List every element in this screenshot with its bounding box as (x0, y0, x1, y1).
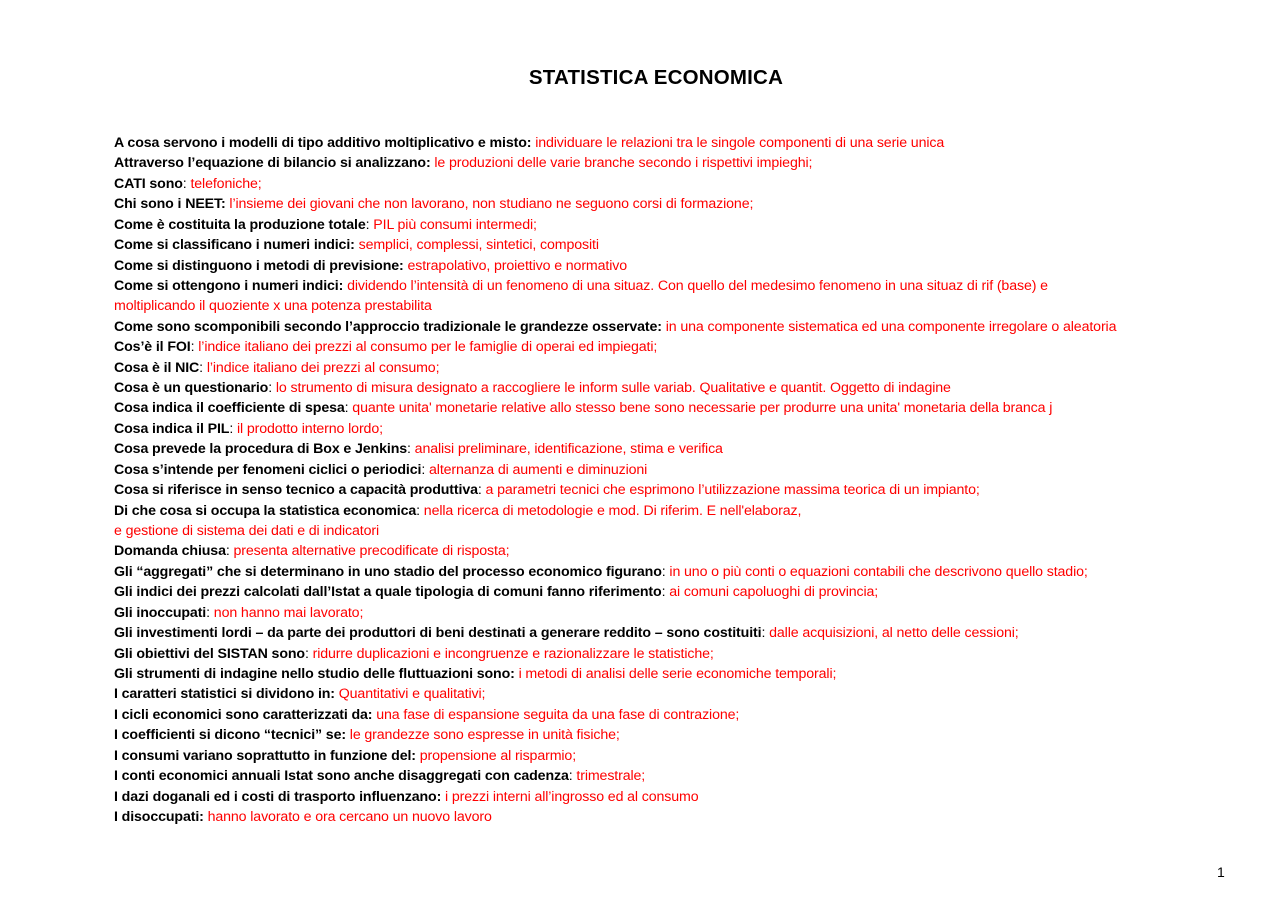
qa-entry (114, 603, 1214, 623)
answer-text: hanno lavorato e ora cercano un nuovo lavoro (207, 808, 492, 825)
answer-text: quante unita' monetarie relative allo stesso bene sono necessarie per produrre una unita' monetaria della branca j (352, 400, 1053, 417)
question-text: I conti economici annuali Istat sono anche disaggregati con cadenza (114, 768, 569, 785)
answer-text: in uno o più conti o equazioni contabili che descrivono quello stadio; (669, 563, 1088, 580)
answer-text: dividendo l’intensità di un fenomeno di una situaz. Con quello del medesimo fenomeno in una situaz di rif (base) e (347, 277, 1048, 294)
question-text: Gli strumenti di indagine nello studio delle fluttuazioni sono: (114, 665, 515, 682)
question-text: Come si classificano i numeri indici: (114, 237, 355, 254)
answer-text: moltiplicando il quoziente x una potenza prestabilita (114, 298, 432, 315)
question-text: Di che cosa si occupa la statistica economica (114, 502, 417, 519)
answer-text: propensione al risparmio; (419, 747, 577, 764)
qa-entry (114, 296, 1214, 316)
answer-text: PIL più consumi intermedi; (373, 216, 537, 233)
qa-entry (114, 480, 1214, 500)
qa-entry (114, 807, 1214, 827)
qa-entry (114, 256, 1214, 276)
answer-text: i prezzi interni all’ingrosso ed al consumo (445, 788, 699, 805)
qa-entry (114, 398, 1214, 418)
qa-entry (114, 439, 1214, 459)
qa-entry (114, 337, 1214, 357)
answer-text: una fase di espansione seguita da una fase di contrazione; (376, 706, 740, 723)
question-text: Cosa indica il coefficiente di spesa (114, 400, 345, 417)
separator: : (416, 502, 424, 519)
question-text: A cosa servono i modelli di tipo additivo moltiplicativo e misto: (114, 135, 532, 151)
answer-text: individuare le relazioni tra le singole componenti di una serie unica (535, 135, 945, 151)
answer-text: telefoniche; (190, 175, 262, 192)
question-text: Attraverso l’equazione di bilancio si analizzano: (114, 155, 431, 172)
qa-entry (114, 317, 1214, 337)
question-text: CATI sono (114, 175, 183, 192)
answer-text: ai comuni capoluoghi di provincia; (669, 584, 879, 601)
question-text: Gli obiettivi del SISTAN sono (114, 645, 305, 662)
qa-entry (114, 787, 1214, 807)
page-number: 1 (1217, 864, 1225, 880)
qa-entry (114, 562, 1214, 582)
answer-text: ridurre duplicazioni e incongruenze e razionalizzare le statistiche; (312, 645, 714, 662)
qa-list (114, 133, 1214, 827)
answer-text: i metodi di analisi delle serie economiche temporali; (518, 665, 837, 682)
separator: : (421, 461, 430, 478)
question-text: Come si distinguono i metodi di previsione: (114, 257, 404, 274)
answer-text: a parametri tecnici che esprimono l’utilizzazione massima teorica di un impianto; (485, 482, 980, 499)
separator: : (182, 175, 191, 192)
qa-entry (114, 644, 1214, 664)
qa-entry (114, 664, 1214, 684)
answer-text: presenta alternative precodificate di risposta; (233, 543, 510, 560)
qa-entry (114, 746, 1214, 766)
question-text: I cicli economici sono caratterizzati da: (114, 706, 373, 723)
qa-entry (114, 725, 1214, 745)
qa-entry (114, 521, 1214, 541)
separator: : (268, 380, 276, 397)
separator: : (568, 768, 577, 785)
answer-text: non hanno mai lavorato; (213, 604, 364, 621)
answer-text: l’indice italiano dei prezzi al consumo; (206, 359, 440, 376)
question-text: Chi sono i NEET: (114, 196, 226, 213)
qa-entry (114, 358, 1214, 378)
question-text: I coefficienti si dicono “tecnici” se: (114, 727, 346, 744)
qa-entry (114, 174, 1214, 194)
qa-entry (114, 419, 1214, 439)
question-text: Cosa si riferisce in senso tecnico a capacità produttiva (114, 482, 478, 499)
question-text: I consumi variano soprattutto in funzione del: (114, 747, 416, 764)
qa-entry (114, 766, 1214, 786)
separator: : (344, 400, 353, 417)
question-text: Gli inoccupati (114, 604, 207, 621)
separator: : (225, 543, 234, 560)
qa-entry (114, 541, 1214, 561)
answer-text: le produzioni delle varie branche secondo i rispettivi impieghi; (434, 155, 813, 172)
question-text: Domanda chiusa (114, 543, 226, 560)
qa-entry (114, 378, 1214, 398)
separator: : (190, 339, 199, 356)
question-text: Cosa prevede la procedura di Box e Jenkins (114, 441, 408, 458)
question-text: I disoccupati: (114, 808, 204, 825)
question-text: Cosa è un questionario (114, 380, 269, 397)
qa-entry (114, 153, 1214, 173)
separator: : (304, 645, 313, 662)
qa-entry (114, 582, 1214, 602)
separator: : (407, 441, 415, 458)
answer-text: l’indice italiano dei prezzi al consumo per le famiglie di operai ed impiegati; (198, 339, 658, 356)
question-text: Come si ottengono i numeri indici: (114, 277, 344, 294)
separator: : (206, 604, 214, 621)
answer-text: estrapolativo, proiettivo e normativo (407, 257, 628, 274)
answer-text: alternanza di aumenti e diminuzioni (429, 461, 648, 478)
answer-text: in una componente sistematica ed una componente irregolare o aleatoria (665, 318, 1117, 335)
answer-text: semplici, complessi, sintetici, compositi (358, 237, 599, 254)
answer-text: le grandezze sono espresse in unità fisiche; (349, 727, 620, 744)
qa-entry (114, 133, 1214, 153)
question-text: I caratteri statistici si dividono in: (114, 686, 335, 703)
separator: : (661, 563, 670, 580)
question-text: Come è costituita la produzione totale (114, 216, 366, 233)
page-title: STATISTICA ECONOMICA (528, 66, 784, 89)
question-text: Cosa s’intende per fenomeni ciclici o periodici (114, 461, 422, 478)
qa-entry (114, 623, 1214, 643)
answer-text: l’insieme dei giovani che non lavorano, non studiano ne seguono corsi di formazione; (229, 196, 754, 213)
question-text: Cos’è il FOI (114, 339, 191, 356)
qa-entry (114, 684, 1214, 704)
answer-text: lo strumento di misura designato a raccogliere le inform sulle variab. Qualitative e quantit. Oggetto di indagine (275, 380, 951, 397)
question-text: Gli “aggregati” che si determinano in uno stadio del processo economico figurano (114, 563, 662, 580)
answer-text: Quantitativi e qualitativi; (338, 686, 486, 703)
separator: : (229, 420, 237, 437)
qa-entry (114, 501, 1214, 521)
qa-entry (114, 194, 1214, 214)
question-text: Gli investimenti lordi – da parte dei produttori di beni destinati a generare reddito – sono costituiti (114, 625, 762, 642)
question-text: Gli indici dei prezzi calcolati dall’Istat a quale tipologia di comuni fanno riferimento (114, 584, 662, 601)
separator: : (761, 625, 770, 642)
qa-entry (114, 215, 1214, 235)
answer-text: e gestione di sistema dei dati e di indicatori (114, 523, 379, 540)
qa-entry (114, 276, 1214, 296)
question-text: I dazi doganali ed i costi di trasporto influenzano: (114, 788, 442, 805)
answer-text: dalle acquisizioni, al netto delle cessioni; (769, 625, 1019, 642)
separator: : (477, 482, 486, 499)
separator: : (661, 584, 670, 601)
question-text: Cosa è il NIC (114, 359, 200, 376)
answer-text: trimestrale; (576, 768, 646, 785)
question-text: Come sono scomponibili secondo l’approccio tradizionale le grandezze osservate: (114, 318, 662, 335)
answer-text: il prodotto interno lordo; (236, 420, 383, 437)
qa-entry (114, 235, 1214, 255)
qa-entry (114, 460, 1214, 480)
answer-text: nella ricerca di metodologie e mod. Di riferim. E nell'elaboraz, (423, 502, 802, 519)
separator: : (365, 216, 374, 233)
answer-text: analisi preliminare, identificazione, stima e verifica (414, 441, 723, 458)
separator: : (199, 359, 207, 376)
question-text: Cosa indica il PIL (114, 420, 230, 437)
qa-entry (114, 705, 1214, 725)
